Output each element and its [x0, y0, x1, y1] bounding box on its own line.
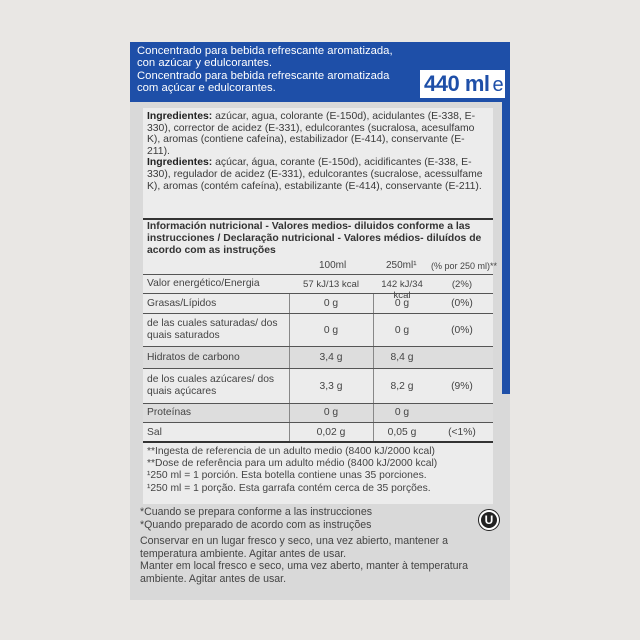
row-name: de las cuales saturadas/ dos quais saturados — [147, 318, 278, 341]
col-100ml: 100ml — [319, 260, 347, 271]
volume-badge — [420, 70, 505, 98]
row-value-100ml: 3,3 g — [319, 381, 343, 392]
row-value-100ml: 0 g — [323, 298, 339, 309]
row-name: Hidratos de carbono — [147, 352, 240, 363]
nutrition-title: Información nutricional - Valores medios- diluidos conforme a las instrucciones / Declaração nutricional - Valores médios- diluídos de acordo com as instruções — [147, 221, 482, 256]
row-value-percent: (0%) — [451, 298, 473, 309]
table-row — [143, 423, 493, 443]
ingredients-es-text: azúcar, agua, colorante (E-150d), acidulantes (E-338, E-330), corrector de acidez (E-331), edulcorantes (sucralosa, acesulfamo K), aromas (contiene cafeína), estabilizador (E-414), conservante (E-211). — [147, 111, 476, 157]
prep-note-es: *Cuando se prepara conforme a las instrucciones — [140, 506, 373, 518]
ingredients-pt — [147, 157, 487, 192]
kosher-u-icon: U — [479, 510, 499, 530]
description-es: Concentrado para bebida refrescante aromatizada, con azúcar y edulcorantes. — [137, 45, 393, 70]
row-name: Sal — [147, 427, 162, 438]
divider — [143, 218, 493, 220]
storage-note-pt: Manter em local fresco e seco, uma vez aberto, manter à temperatura ambiente. Agitar antes de usar. — [140, 560, 468, 585]
row-value-100ml: 3,4 g — [319, 352, 343, 363]
footnote: ¹250 ml = 1 porção. Esta garrafa contém cerca de 35 porções. — [147, 482, 431, 494]
row-value-percent: (0%) — [451, 325, 473, 336]
ingredients-es — [147, 111, 487, 157]
row-name: Valor energético/Energia — [147, 278, 260, 289]
col-percent: (% por 250 ml)** — [431, 261, 498, 271]
info-panel — [143, 108, 498, 504]
row-value-100ml: 57 kJ/13 kcal — [303, 279, 359, 290]
row-value-250ml: 0,05 g — [387, 427, 417, 438]
table-row — [143, 369, 493, 404]
row-value-percent: (9%) — [451, 381, 473, 392]
row-value-percent: (<1%) — [448, 427, 476, 438]
row-value-250ml: 0 g — [394, 407, 410, 418]
ingredients-pt-label: Ingredientes: — [147, 157, 213, 169]
row-value-100ml: 0 g — [323, 325, 339, 336]
footnote: **Ingesta de referencia de un adulto medio (8400 kJ/2000 kcal) — [147, 446, 435, 457]
row-name: de los cuales azúcares/ dos quais açúcares — [147, 374, 275, 397]
description-pt: Concentrado para bebida refrescante aromatizada com açúcar e edulcorantes. — [137, 69, 390, 95]
estimated-sign: e — [492, 74, 504, 96]
preparation-and-storage — [140, 506, 480, 586]
row-value-100ml: 0 g — [323, 407, 339, 418]
prep-note-pt: *Quando preparado de acordo com as instruções — [140, 518, 372, 531]
row-name: Proteínas — [147, 407, 192, 418]
row-value-250ml: 8,2 g — [390, 381, 414, 392]
nutrition-footnotes — [147, 446, 491, 495]
row-name: Grasas/Lípidos — [147, 298, 217, 309]
row-value-100ml: 0,02 g — [316, 427, 346, 438]
row-value-250ml: 142 kJ/34 kcal — [381, 279, 423, 301]
row-value-250ml: 0 g — [394, 298, 410, 309]
row-value-250ml: 0 g — [394, 325, 410, 336]
ingredients-pt-text: açúcar, água, corante (E-150d), acidificantes (E-338, E-330), regulador de acidez (E-331), edulcorantes (sucralose, acessulfame K), aromas (contém cafeína), estabilizante (E-414), conservante (E-211). — [147, 157, 483, 192]
col-250ml: 250ml¹ — [386, 260, 417, 271]
footnote: **Dose de referência para um adulto médio (8400 kJ/2000 kcal) — [147, 458, 438, 470]
side-band — [502, 102, 510, 394]
ingredients-block — [143, 108, 493, 218]
row-value-percent: (2%) — [451, 279, 473, 290]
table-row — [143, 404, 493, 423]
table-row — [143, 275, 493, 301]
footnote: ¹250 ml = 1 porción. Esta botella contiene unas 35 porciones. — [147, 470, 427, 482]
volume-value: 440 ml — [424, 71, 490, 96]
nutrition-column-headers — [143, 259, 498, 273]
storage-note-es: Conservar en un lugar fresco y seco, una vez abierto, mantener a temperatura ambiente. Agitar antes de usar. — [140, 535, 448, 560]
table-row — [143, 347, 493, 369]
table-row — [143, 314, 493, 347]
product-label — [130, 42, 510, 600]
table-row — [143, 294, 493, 314]
product-description — [137, 45, 412, 95]
ingredients-es-label: Ingredientes: — [147, 111, 213, 122]
row-value-250ml: 8,4 g — [390, 352, 414, 363]
